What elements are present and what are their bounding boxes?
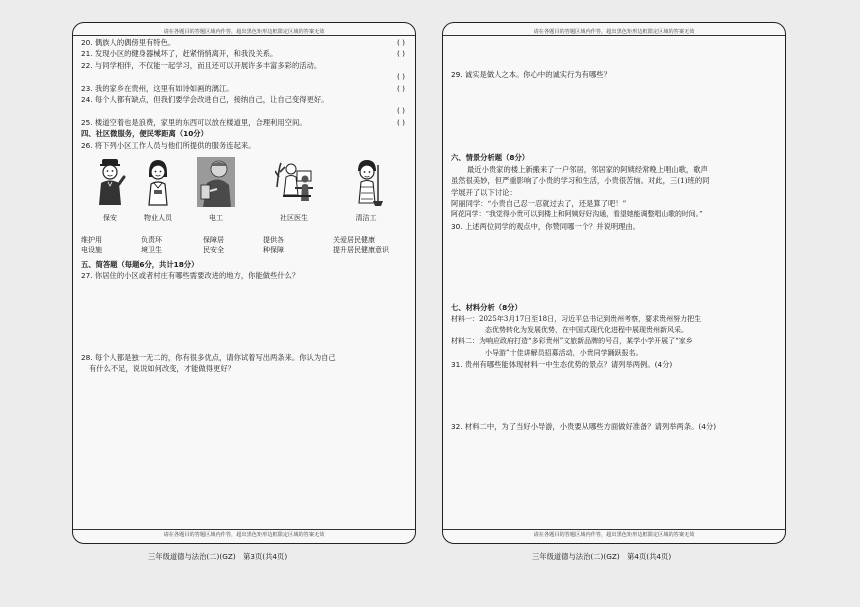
question-31: 31. 贵州有哪些能体现材料一中生态优势的景点？请列举两例。(4分) [451,360,673,370]
figure-caption: 清洁工 [355,214,377,223]
answer-parentheses[interactable]: ( ) [396,49,405,59]
question-28-line2: 有什么不足，说说如何改变，才能做得更好？ [89,364,235,374]
answer-parentheses[interactable]: ( ) [396,72,405,82]
section-5-title: 五、简答题（每题6分，共计18分） [81,260,199,270]
answer-area-notice-bottom: 请在各题目的答题区域内作答，超出黑色矩形边框限定区域的答案无效 [533,532,695,538]
figure-cleaner [341,157,391,224]
question-27: 27. 你居住的小区或者村庄有哪些需要改进的地方，你能做些什么？ [81,271,300,281]
figure-community-doctor [269,157,319,224]
figure-property-staff [133,157,183,224]
option-row1-1: 维护用 [81,236,102,245]
answer-area-notice-bottom: 请在各题目的答题区域内作答，超出黑色矩形边框限定区域的答案无效 [163,532,325,538]
question-text: 23. 我的家乡在贵州，这里有如诗如画的漓江。 [81,83,234,93]
dialog-ali: 阿丽同学：“小贵自己忍一忍就过去了，还是算了吧！” [451,199,627,209]
security-guard-icon [91,157,129,207]
question-text: 22. 与同学相伴，不仅能一起学习，而且还可以开展许多丰富多彩的活动。 [81,60,322,70]
material-1-line2: 态优势转化为发展优势，在中国式现代化进程中展现贵州新风采。 [485,326,688,335]
worker-figures [81,157,405,227]
section-4-title: 四、社区微服务，便民零距离（10分） [81,129,208,139]
material-2-line2: 小导游”十佳讲解员招募活动，小贵同学踊跃报名。 [485,348,643,357]
option-row2-4: 种保障 [263,246,284,255]
answer-area-31[interactable] [451,371,775,421]
question-text: 20. 偶族人的偶傍里有特色。 [81,38,176,47]
scenario-line: 最近小贵家的楼上新搬来了一户邻居，邻居家的阿姨经常晚上唱山歌，歌声 [467,164,708,174]
page-4-content [451,69,775,432]
page-3-footer: 三年级道德与法治(二)(GZ) 第3页(共4页) [148,552,288,561]
question-text: 25. 楼道空着也是浪费，家里的东西可以放在楼道里，合理利用空间。 [81,117,307,127]
answer-area-27[interactable] [81,282,405,352]
figure-caption: 物业人员 [144,214,172,223]
question-text: 21. 发现小区的健身器械坏了，赶紧悄悄离开，和我没关系。 [81,49,278,59]
answer-parentheses[interactable]: ( ) [396,117,405,127]
page-3-content [81,37,405,375]
question-item [81,83,405,94]
electrician-icon [197,157,235,207]
answer-parentheses[interactable]: ( ) [396,106,405,116]
divider [73,529,415,530]
option-row1-4: 提供各 [263,236,284,245]
dialog-ahua: 阿花同学：“我觉得小贵可以到楼上和阿姨好好沟通，看望她能调整唱山歌的时间。” [451,210,703,219]
question-item [81,94,405,105]
question-item [81,71,405,82]
option-row1-3: 保障居 [203,236,224,245]
cleaner-icon [347,157,385,207]
scenario-line: 虽然很美妙，但严重影响了小贵的学习和生活，小贵很苦恼。对此，三(1)班的同 [451,176,710,186]
material-1-line1: 材料一：2025年3月17日至18日，习近平总书记到贵州考察，要求贵州努力把生 [451,314,702,323]
question-26: 26. 将下列小区工作人员与他们所提供的服务连起来。 [81,140,256,150]
scenario-line: 学展开了以下讨论： [451,187,517,197]
figure-electrician [191,157,241,224]
answer-parentheses[interactable]: ( ) [396,83,405,93]
question-29: 29. 诚实是做人之本。你心中的诚实行为有哪些？ [451,70,611,79]
divider [73,35,415,36]
answer-sheet-page-4 [442,22,786,544]
answer-area-29[interactable] [451,80,775,152]
divider [443,35,785,36]
property-staff-icon [139,157,177,207]
question-32: 32. 材料二中，为了当好小导游，小贵要从哪些方面做好准备？请列举两条。(4分) [451,421,717,431]
figure-caption: 电工 [209,214,223,223]
figure-caption: 保安 [103,214,117,223]
question-30: 30. 上述两位同学的观点中，你赞同哪一个？并说明理由。 [451,221,641,231]
figure-security-guard [85,157,135,224]
section-7-title: 七、材料分析（8分） [451,303,522,313]
option-row1-5: 关爱居民健康 [333,236,375,245]
answer-parentheses[interactable]: ( ) [396,38,405,47]
question-text: 24. 每个人都有缺点，但我们要学会改进自己，接纳自己，让自己变得更好。 [81,95,329,105]
service-options [81,235,405,259]
question-item [81,37,405,48]
answer-sheet-page-3 [72,22,416,544]
answer-area-notice-top: 请在各题目的答题区域内作答，超出黑色矩形边框限定区域的答案无效 [163,29,325,35]
figure-caption: 社区医生 [280,214,308,223]
question-item [81,48,405,59]
option-row2-3: 民安全 [203,246,224,255]
option-row2-5: 提升居民健康意识 [333,246,389,255]
page-4-footer: 三年级道德与法治(二)(GZ) 第4页(共4页) [532,552,672,561]
answer-area-notice-top: 请在各题目的答题区域内作答，超出黑色矩形边框限定区域的答案无效 [533,29,695,35]
answer-area-30[interactable] [451,232,775,302]
divider [443,529,785,530]
option-row1-2: 负责环 [141,236,162,245]
question-item [81,117,405,128]
question-28-line1: 28. 每个人都是独一无二的，你有很多优点，请你试着写出两条来。你认为自己 [81,352,336,362]
option-row2-2: 境卫生 [141,246,162,255]
community-doctor-icon [275,157,313,207]
section-6-title: 六、情景分析题（8分） [451,153,530,163]
question-item [81,60,405,71]
question-item [81,105,405,116]
material-2-line1: 材料二：为响应政府打造“多彩贵州”文旅新品牌的号召，某学小学开展了“家乡 [451,337,693,346]
option-row2-1: 电设施 [81,246,102,255]
